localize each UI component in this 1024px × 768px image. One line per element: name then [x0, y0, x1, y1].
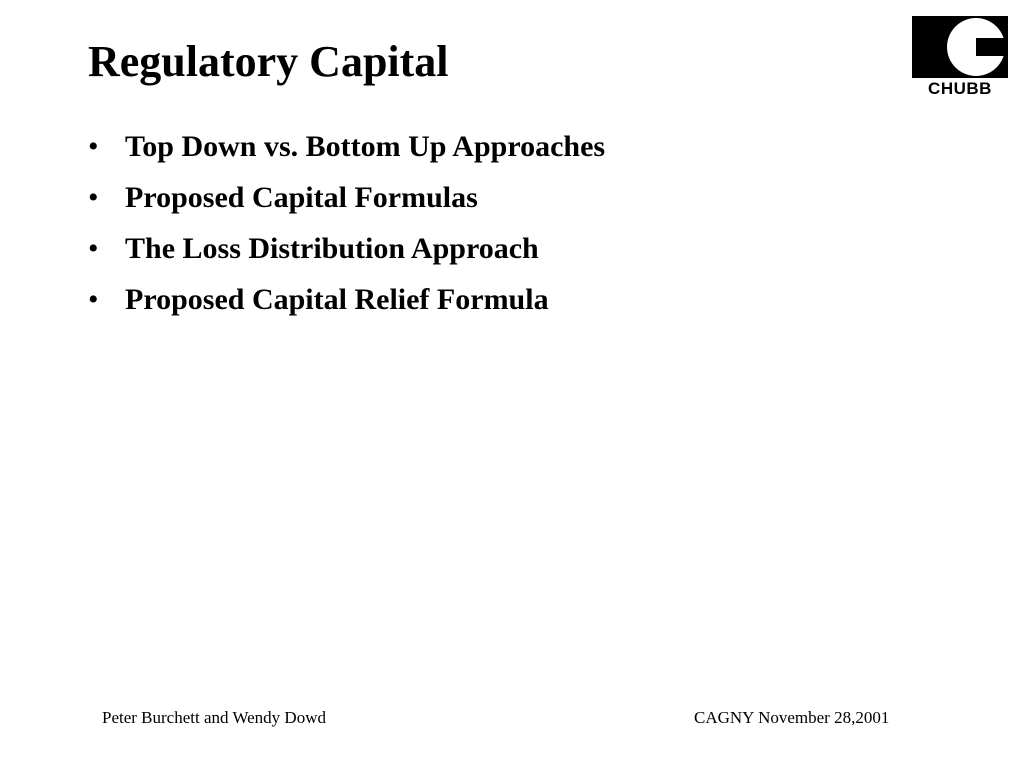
slide-title: Regulatory Capital — [88, 37, 449, 86]
bullet-dot: • — [88, 181, 99, 214]
bullet-text: Proposed Capital Relief Formula — [125, 283, 549, 316]
bullet-text: The Loss Distribution Approach — [125, 232, 539, 265]
bullet-dot: • — [88, 130, 99, 163]
bullet-dot: • — [88, 283, 99, 316]
chubb-logo — [912, 16, 1008, 98]
bullet-dot: • — [88, 232, 99, 265]
bullet-text: Top Down vs. Bottom Up Approaches — [125, 130, 606, 163]
footer-event-date: CAGNY November 28,2001 — [694, 708, 890, 727]
logo-wordmark: CHUBB — [928, 79, 992, 98]
bullet-text: Proposed Capital Formulas — [125, 181, 478, 214]
footer-authors: Peter Burchett and Wendy Dowd — [102, 708, 326, 727]
chubb-c-logo-icon — [912, 16, 1008, 78]
